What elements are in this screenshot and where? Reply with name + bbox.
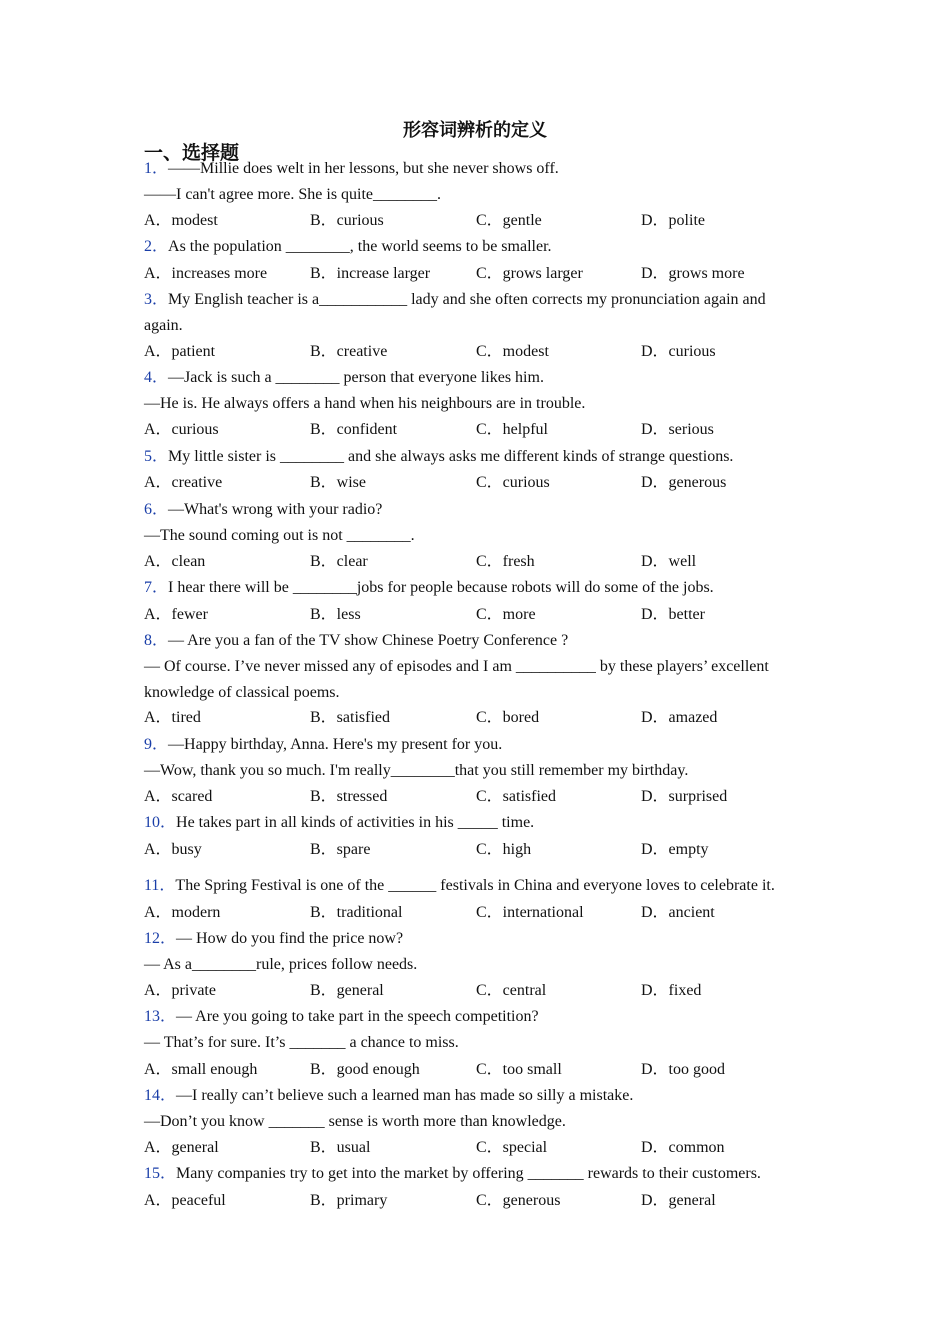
question-text: —What's wrong with your radio? xyxy=(168,501,383,518)
question-text: knowledge of classical poems. xyxy=(144,684,340,701)
answer-option-d[interactable]: D．general xyxy=(641,1192,716,1209)
question-text: — Are you going to take part in the speech competition? xyxy=(176,1008,539,1025)
answer-option-a[interactable]: A．scared xyxy=(144,788,213,805)
question-stem xyxy=(144,1164,761,1184)
answer-option-a[interactable]: A．private xyxy=(144,982,216,999)
answer-option-b[interactable]: B．traditional xyxy=(310,904,403,921)
question-number: 4． xyxy=(144,369,169,386)
answer-option-d[interactable]: D．generous xyxy=(641,474,727,491)
question-text: — How do you find the price now? xyxy=(176,930,404,947)
question-text: My little sister is ________ and she always asks me different kinds of strange questions. xyxy=(168,448,734,465)
question-number: 7． xyxy=(144,579,169,596)
answer-option-c[interactable]: C．high xyxy=(476,841,532,858)
question-number: 14． xyxy=(144,1087,177,1104)
answer-option-c[interactable]: C．international xyxy=(476,904,584,921)
question-text: —Happy birthday, Anna. Here's my present for you. xyxy=(168,736,503,753)
question-line xyxy=(144,316,183,336)
question-number: 8． xyxy=(144,632,169,649)
question-line xyxy=(144,761,688,781)
question-number: 13． xyxy=(144,1008,177,1025)
question-text: ——Millie does welt in her lessons, but she never shows off. xyxy=(168,160,559,177)
answer-option-b[interactable]: B．general xyxy=(310,982,384,999)
answer-option-c[interactable]: C．central xyxy=(476,982,547,999)
answer-option-d[interactable]: D．too good xyxy=(641,1061,726,1078)
question-number: 3． xyxy=(144,291,169,308)
answer-option-b[interactable]: B．usual xyxy=(310,1139,371,1156)
answer-option-c[interactable]: C．special xyxy=(476,1139,548,1156)
question-text: I hear there will be ________jobs for people because robots will do some of the jobs. xyxy=(168,579,714,596)
question-stem xyxy=(144,1007,539,1027)
question-text: As the population ________, the world seems to be smaller. xyxy=(168,238,552,255)
question-stem xyxy=(144,631,568,651)
answer-option-d[interactable]: D．better xyxy=(641,606,705,623)
answer-option-c[interactable]: C．gentle xyxy=(476,212,542,229)
answer-option-a[interactable]: A．clean xyxy=(144,553,206,570)
question-stem xyxy=(144,237,552,257)
answer-option-a[interactable]: A．modest xyxy=(144,212,218,229)
answer-option-b[interactable]: B．wise xyxy=(310,474,367,491)
question-number: 1． xyxy=(144,160,169,177)
answer-option-c[interactable]: C．generous xyxy=(476,1192,561,1209)
answer-option-d[interactable]: D．empty xyxy=(641,841,709,858)
question-number: 10． xyxy=(144,814,177,831)
question-stem xyxy=(144,578,714,598)
section-heading: 一、选择题 xyxy=(144,142,240,164)
question-text: My English teacher is a___________ lady and she often corrects my pronunciation again and xyxy=(168,291,766,308)
question-stem xyxy=(144,159,559,179)
question-text: Many companies try to get into the market by offering _______ rewards to their customers. xyxy=(176,1165,761,1182)
question-line xyxy=(144,526,415,546)
answer-option-c[interactable]: C．more xyxy=(476,606,536,623)
answer-option-c[interactable]: C．fresh xyxy=(476,553,535,570)
answer-option-a[interactable]: A．general xyxy=(144,1139,219,1156)
answer-option-a[interactable]: A．creative xyxy=(144,474,223,491)
answer-option-b[interactable]: B．satisfied xyxy=(310,709,390,726)
answer-option-a[interactable]: A．curious xyxy=(144,421,219,438)
answer-option-b[interactable]: B．curious xyxy=(310,212,384,229)
answer-option-d[interactable]: D．ancient xyxy=(641,904,715,921)
answer-option-d[interactable]: D．common xyxy=(641,1139,725,1156)
question-text: The Spring Festival is one of the ______ festivals in China and everyone loves to celebrate it. xyxy=(175,877,775,894)
answer-option-b[interactable]: B．increase larger xyxy=(310,265,431,282)
answer-option-a[interactable]: A．peaceful xyxy=(144,1192,226,1209)
answer-option-d[interactable]: D．fixed xyxy=(641,982,702,999)
question-stem xyxy=(144,1086,633,1106)
answer-option-d[interactable]: D．amazed xyxy=(641,709,718,726)
question-number: 5． xyxy=(144,448,169,465)
question-stem xyxy=(144,500,382,520)
answer-option-b[interactable]: B．confident xyxy=(310,421,398,438)
question-number: 15． xyxy=(144,1165,177,1182)
answer-option-c[interactable]: C．modest xyxy=(476,343,549,360)
answer-option-d[interactable]: D．polite xyxy=(641,212,705,229)
answer-option-a[interactable]: A．busy xyxy=(144,841,202,858)
question-stem xyxy=(144,447,733,467)
question-number: 6． xyxy=(144,501,169,518)
answer-option-c[interactable]: C．satisfied xyxy=(476,788,556,805)
question-text: —The sound coming out is not ________. xyxy=(144,527,415,544)
answer-option-b[interactable]: B．stressed xyxy=(310,788,388,805)
question-text: —Jack is such a ________ person that everyone likes him. xyxy=(168,369,544,386)
answer-option-a[interactable]: A．patient xyxy=(144,343,216,360)
answer-option-d[interactable]: D．serious xyxy=(641,421,714,438)
answer-option-a[interactable]: A．tired xyxy=(144,709,201,726)
answer-option-d[interactable]: D．surprised xyxy=(641,788,728,805)
answer-option-c[interactable]: C．grows larger xyxy=(476,265,583,282)
answer-option-a[interactable]: A．fewer xyxy=(144,606,208,623)
question-text: again. xyxy=(144,317,183,334)
question-text: He takes part in all kinds of activities in his _____ time. xyxy=(176,814,535,831)
answer-option-a[interactable]: A．increases more xyxy=(144,265,268,282)
question-stem xyxy=(144,368,544,388)
question-line xyxy=(144,657,769,677)
question-number: 12． xyxy=(144,930,177,947)
question-line xyxy=(144,683,340,703)
question-number: 11． xyxy=(144,877,176,894)
question-text: —Don’t you know _______ sense is worth more than knowledge. xyxy=(144,1113,566,1130)
answer-option-b[interactable]: B．spare xyxy=(310,841,371,858)
question-number: 9． xyxy=(144,736,169,753)
question-text: —Wow, thank you so much. I'm really________that you still remember my birthday. xyxy=(144,762,689,779)
question-number: 2． xyxy=(144,238,169,255)
question-stem xyxy=(144,813,534,833)
question-text: — As a________rule, prices follow needs. xyxy=(144,956,418,973)
answer-option-c[interactable]: C．helpful xyxy=(476,421,548,438)
answer-option-b[interactable]: B．primary xyxy=(310,1192,388,1209)
question-text: —I really can’t believe such a learned man has made so silly a mistake. xyxy=(176,1087,634,1104)
question-stem xyxy=(144,929,403,949)
answer-option-c[interactable]: C．too small xyxy=(476,1061,562,1078)
answer-option-a[interactable]: A．modern xyxy=(144,904,221,921)
question-stem xyxy=(144,290,766,310)
question-text: — Are you a fan of the TV show Chinese Poetry Conference ? xyxy=(168,632,569,649)
question-stem xyxy=(144,735,502,755)
question-line xyxy=(144,1112,566,1132)
question-line xyxy=(144,394,585,414)
answer-option-d[interactable]: D．grows more xyxy=(641,265,745,282)
answer-option-b[interactable]: B．less xyxy=(310,606,361,623)
answer-option-a[interactable]: A．small enough xyxy=(144,1061,258,1078)
document-title: 形容词辨析的定义 xyxy=(403,120,547,141)
answer-option-b[interactable]: B．good enough xyxy=(310,1061,420,1078)
question-text: — Of course. I’ve never missed any of episodes and I am __________ by these players’ excellent xyxy=(144,658,769,675)
answer-option-c[interactable]: C．curious xyxy=(476,474,550,491)
question-text: — That’s for sure. It’s _______ a chance to miss. xyxy=(144,1034,459,1051)
answer-option-d[interactable]: D．curious xyxy=(641,343,716,360)
answer-option-b[interactable]: B．clear xyxy=(310,553,368,570)
question-line xyxy=(144,185,441,205)
question-line xyxy=(144,1033,459,1053)
question-text: —He is. He always offers a hand when his neighbours are in trouble. xyxy=(144,395,586,412)
answer-option-c[interactable]: C．bored xyxy=(476,709,540,726)
answer-option-b[interactable]: B．creative xyxy=(310,343,388,360)
question-line xyxy=(144,955,417,975)
question-stem xyxy=(144,876,775,896)
answer-option-d[interactable]: D．well xyxy=(641,553,697,570)
question-text: ——I can't agree more. She is quite________. xyxy=(144,186,442,203)
